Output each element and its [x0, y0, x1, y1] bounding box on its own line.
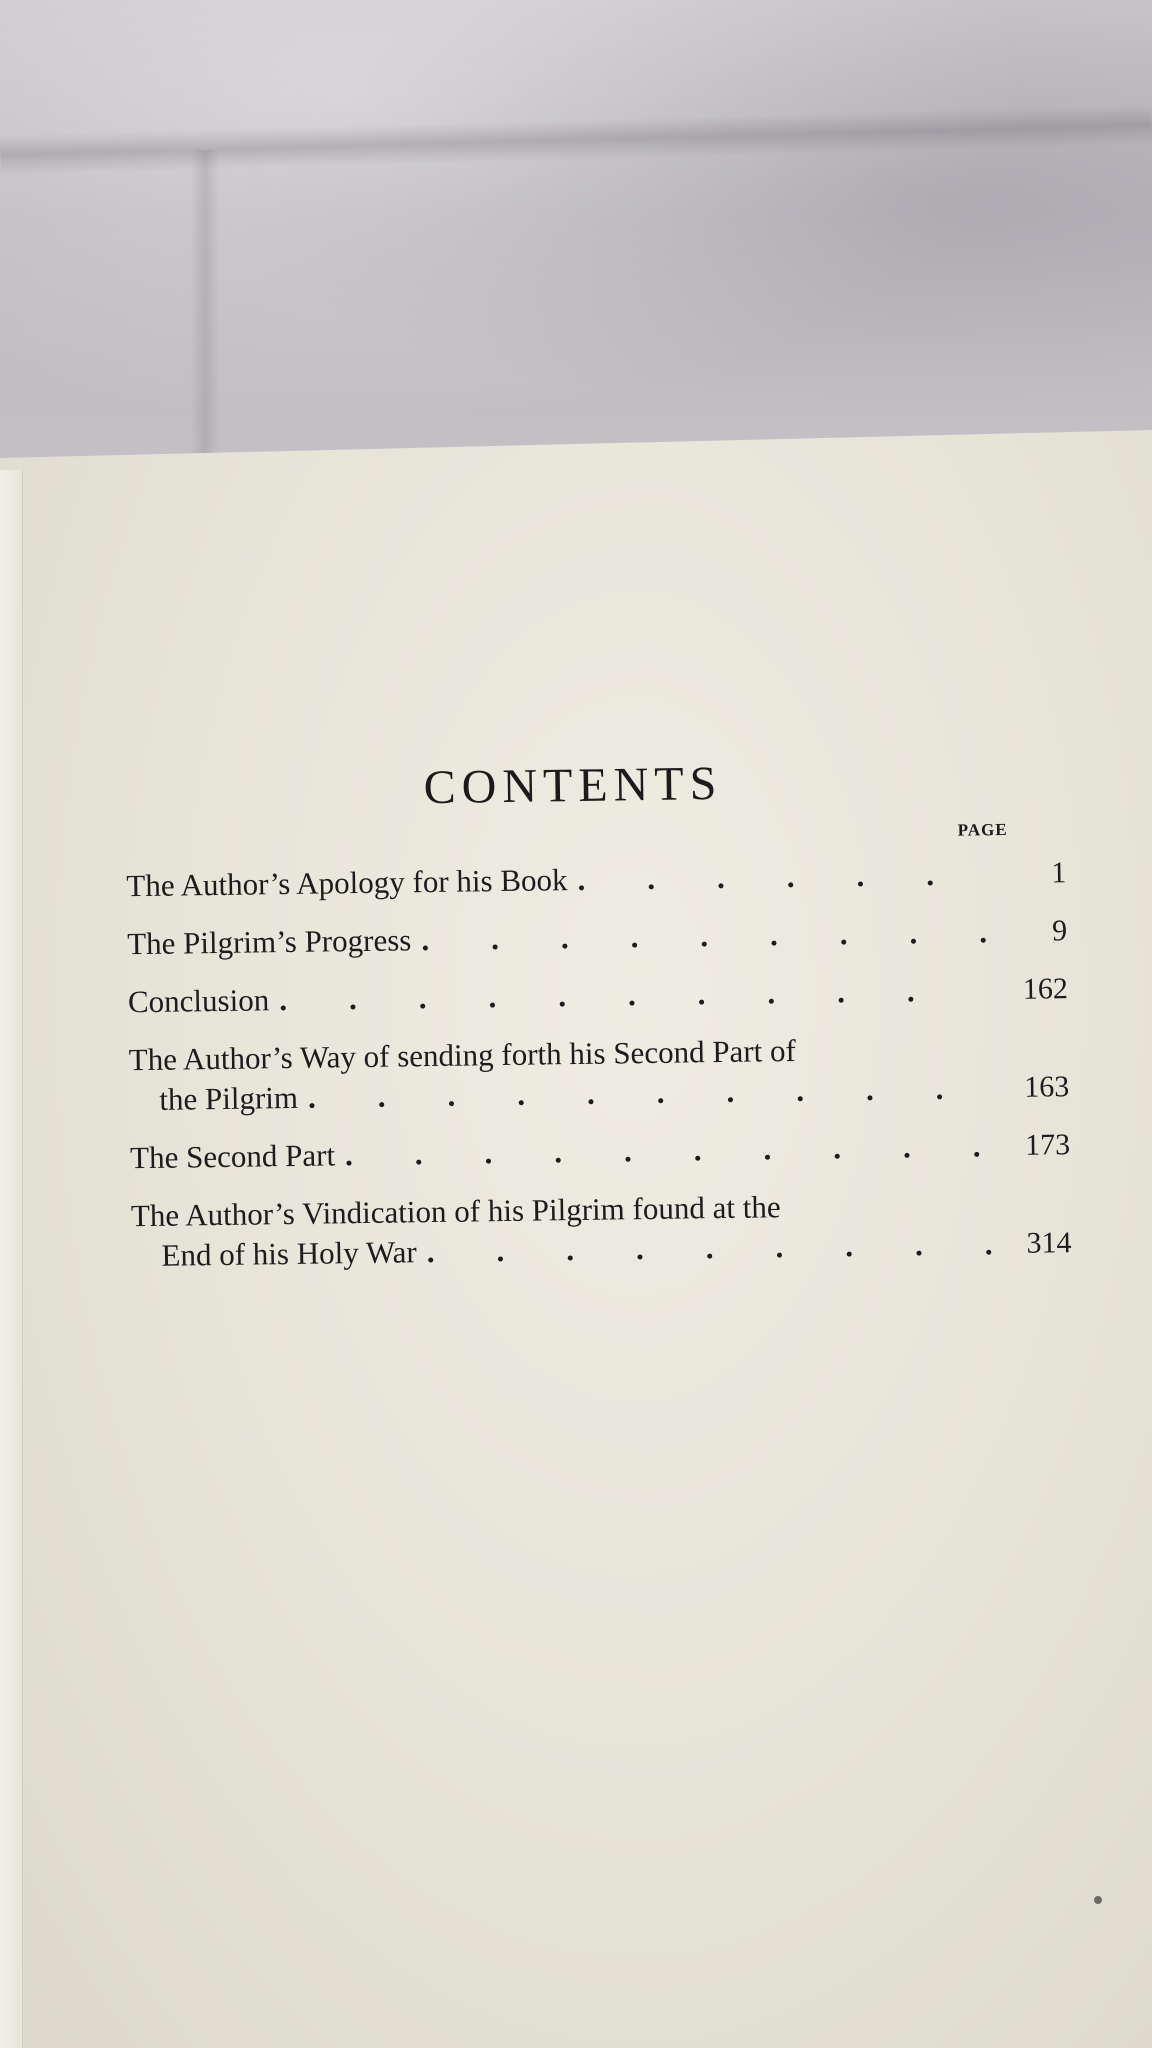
contents-list [126, 853, 1072, 1276]
entry-page-number: 9 [1051, 914, 1068, 948]
entry-title-continued [131, 1232, 417, 1276]
paper-speck [1094, 1896, 1102, 1904]
dot-leader [298, 1068, 1000, 1118]
entry-title-continued [129, 1078, 298, 1120]
entry-title-part: End of his Holy War [161, 1234, 417, 1273]
entry-page-number: 1 [1051, 856, 1067, 890]
entry-title: The Author’s Apology for his Book [126, 862, 568, 904]
contents-entry [126, 853, 1066, 906]
entry-title-part: the Pilgrim [159, 1079, 299, 1117]
contents-heading: CONTENTS [423, 756, 723, 815]
dot-leader [269, 970, 998, 1020]
entry-title: Conclusion [127, 982, 270, 1020]
entry-page-number: 314 [1026, 1226, 1072, 1260]
page-column-label: PAGE [957, 819, 1008, 840]
entry-title: The Pilgrim’s Progress [126, 922, 412, 962]
dot-leader [567, 854, 996, 900]
entry-page-number: 163 [1024, 1070, 1070, 1104]
contents-entry [129, 1027, 1070, 1120]
dot-leader [335, 1126, 1001, 1175]
entry-title: The Second Part [129, 1137, 336, 1176]
contents-entry [131, 1183, 1072, 1276]
entry-page-number: 162 [1022, 972, 1069, 1006]
contents-entry [130, 1125, 1070, 1178]
entry-title: The Author’s Way of sending forth his Second Part of [128, 1032, 797, 1078]
dot-leader [416, 1224, 1001, 1272]
entry-page-number: 173 [1024, 1128, 1071, 1162]
entry-title: The Author’s Vindication of his Pilgrim found at the [130, 1189, 781, 1234]
dot-leader [411, 912, 997, 960]
contents-entry [127, 911, 1067, 964]
contents-entry [128, 969, 1068, 1022]
